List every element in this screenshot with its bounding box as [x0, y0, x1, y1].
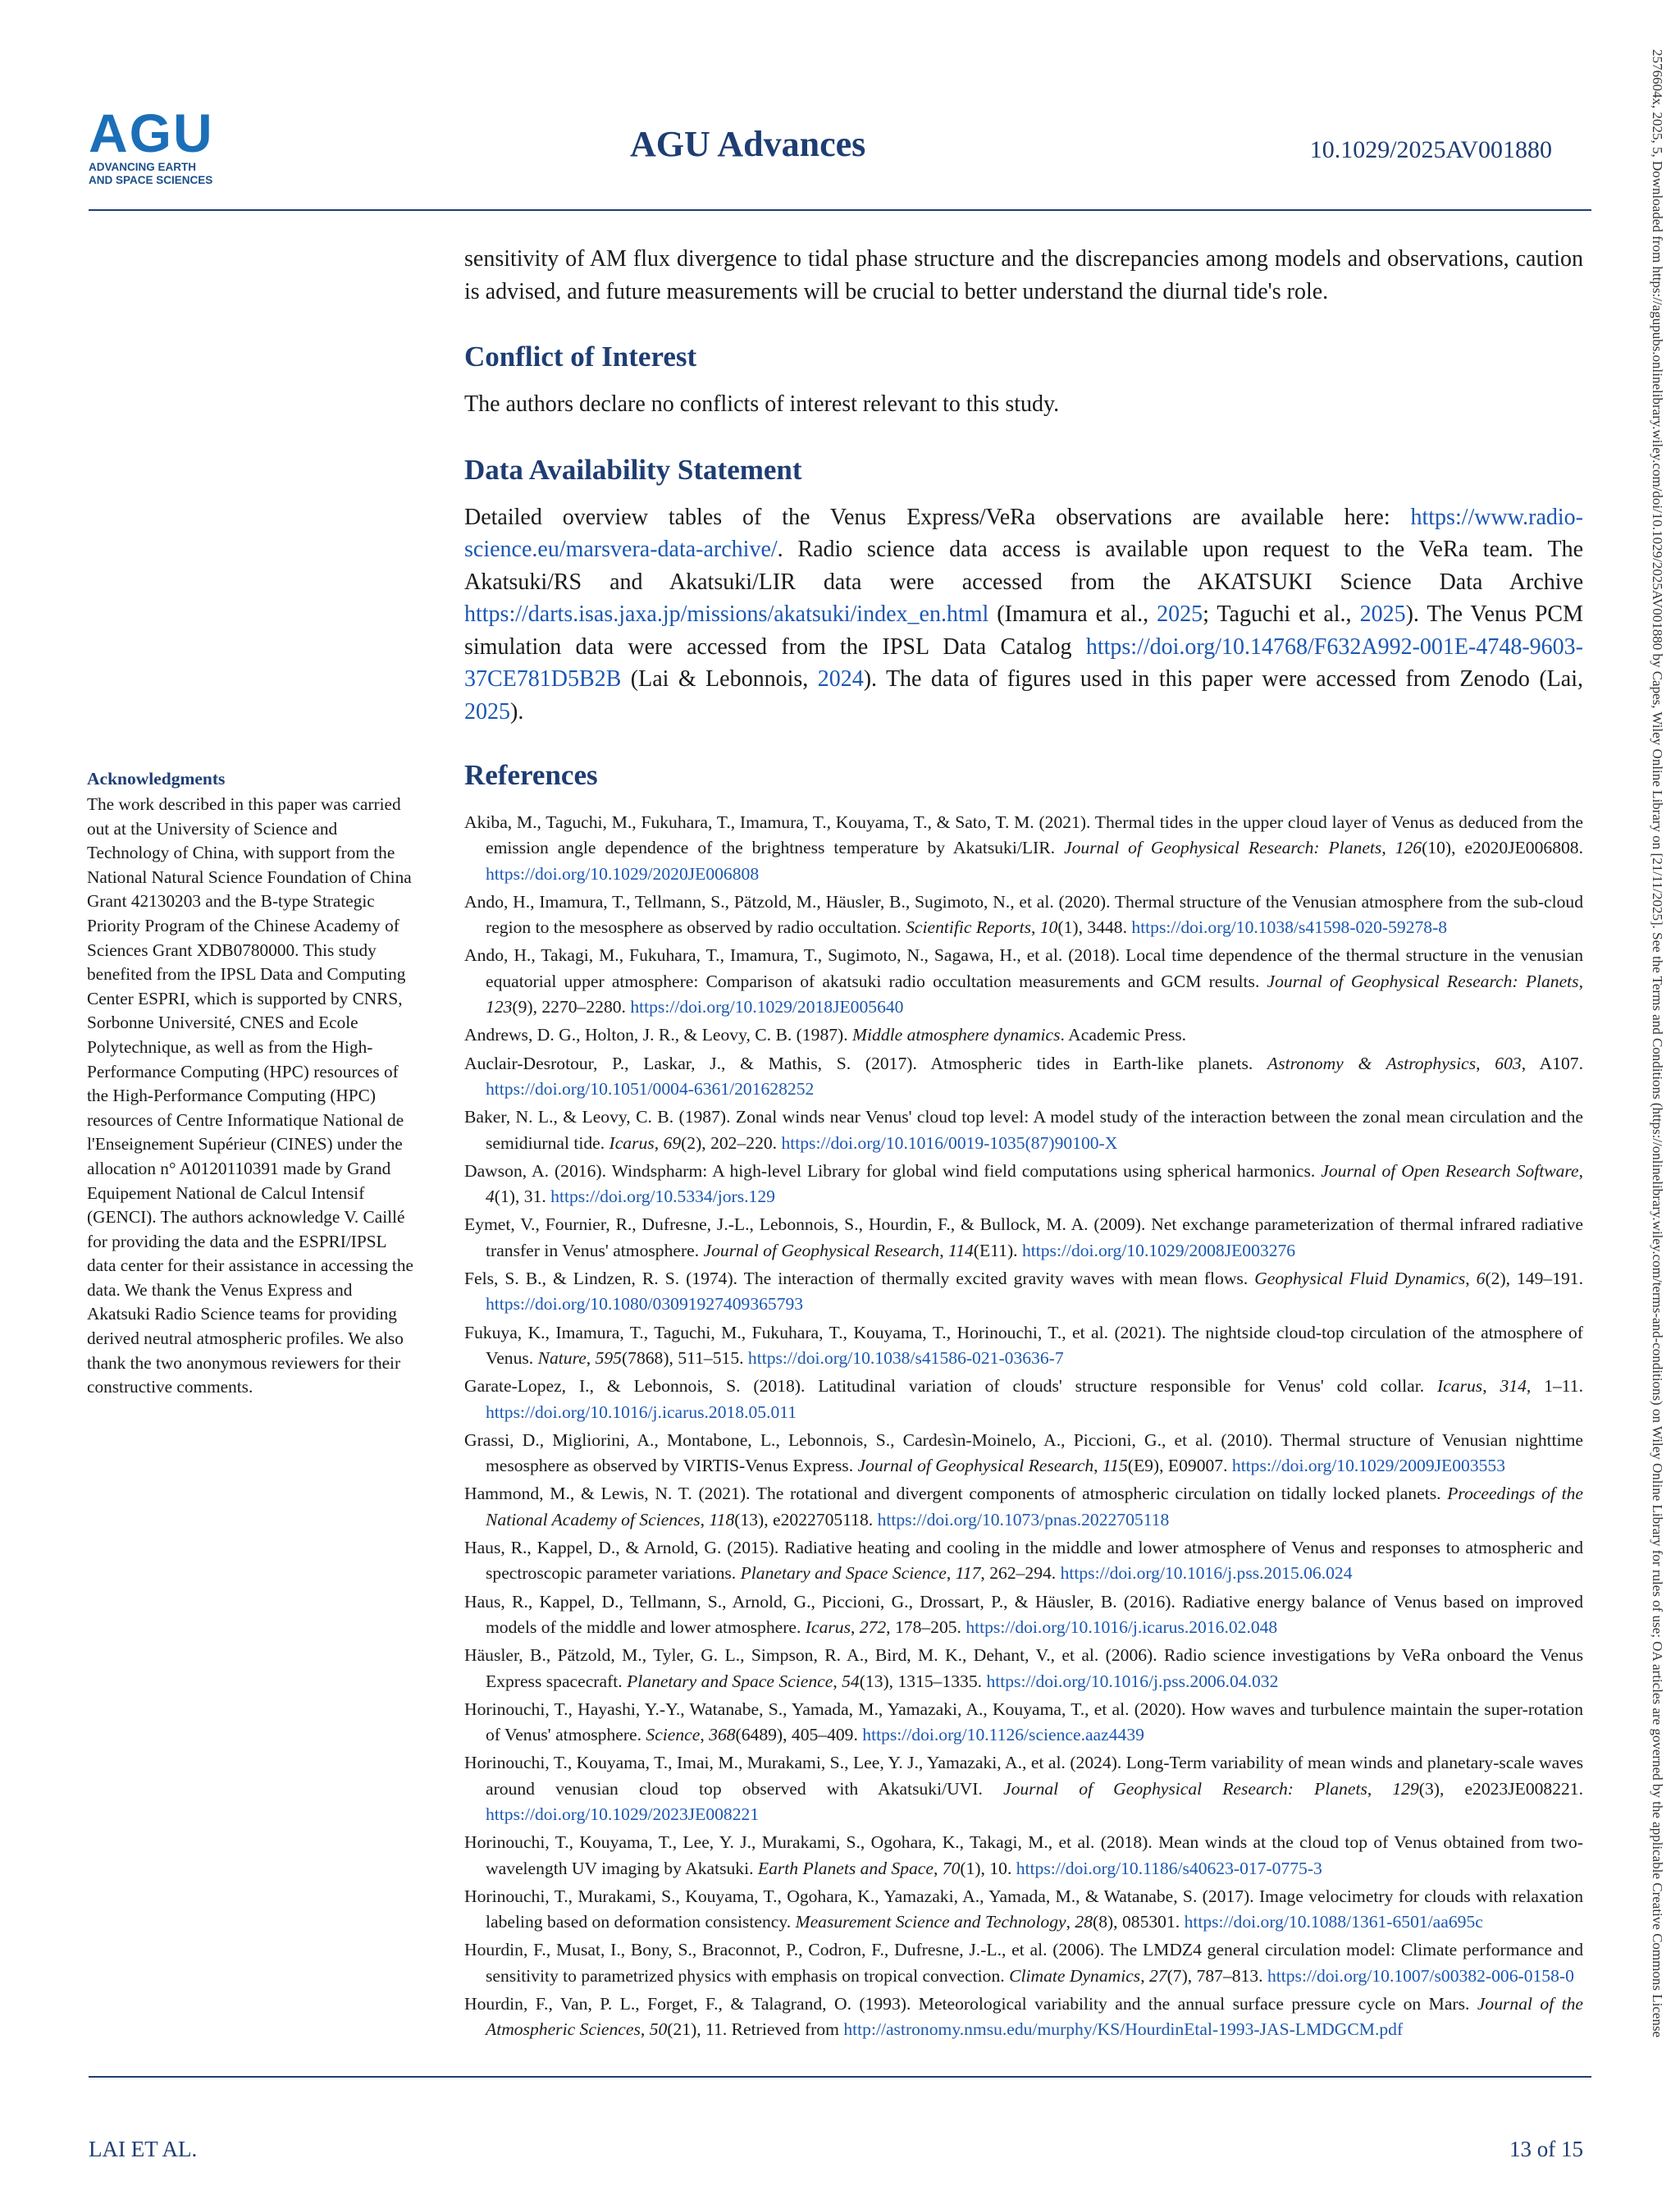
reference-journal: Planetary and Space Science — [740, 1563, 947, 1584]
reference-doi-link[interactable]: https://doi.org/10.1016/j.pss.2006.04.032 — [986, 1671, 1279, 1691]
reference-journal: Astronomy & Astrophysics — [1267, 1053, 1477, 1073]
reference-item — [464, 1104, 1583, 1156]
header-doi: 10.1029/2025AV001880 — [1309, 136, 1552, 163]
reference-journal: Earth Planets and Space — [757, 1858, 934, 1878]
reference-doi-link[interactable]: https://doi.org/10.1038/s41586-021-03636-7 — [747, 1347, 1064, 1368]
reference-item — [464, 1937, 1583, 1989]
footer-authors: LAI ET AL. — [89, 2137, 198, 2161]
references-heading: References — [464, 759, 598, 791]
reference-item — [464, 1750, 1583, 1827]
reference-volume: 50 — [649, 2019, 668, 2040]
reference-item — [464, 1320, 1583, 1372]
reference-journal: Journal of Geophysical Research — [857, 1456, 1094, 1476]
reference-details: (13), 1315–1335. — [859, 1671, 987, 1691]
reference-volume: 126 — [1395, 838, 1422, 858]
data-availability-text — [464, 501, 1583, 729]
reference-item — [464, 1374, 1583, 1425]
reference-text: Eymet, V., Fournier, R., Dufresne, J.-L., Lebonnois, S., Hourdin, F., & Bullock, M. A. (2009). Net exchange parameterization of thermal infrared radiative transfer in Venus' atmosphere. — [464, 1214, 1583, 1260]
reference-separator: , — [1093, 1456, 1102, 1476]
conflict-text: The authors declare no conflicts of interest relevant to this study. — [464, 391, 1060, 417]
reference-text: Akiba, M., Taguchi, M., Fukuhara, T., Imamura, T., Kouyama, T., & Sato, T. M. (2021). Thermal tides in the upper cloud layer of Venus as deduced from the emission angle dependence of the brightness temperature by Akatsuki/LIR. — [464, 812, 1583, 858]
reference-text: Dawson, A. (2016). Windspharm: A high-level Library for global wind field computations using spherical harmonics. — [464, 1160, 1322, 1181]
reference-item — [464, 1212, 1583, 1264]
reference-text: Horinouchi, T., Kouyama, T., Lee, Y. J., Murakami, S., Ogohara, K., Takagi, M., et al. (2018). Mean winds at the cloud top of Venus obtained from two-wavelength UV imaging by Akatsuki. — [464, 1832, 1583, 1878]
reference-item — [464, 1022, 1583, 1048]
reference-item — [464, 1535, 1583, 1587]
reference-text: Haus, R., Kappel, D., Tellmann, S., Arnold, G., Piccioni, G., Drossart, P., & Häusler, B. (2016). Radiative energy balance of Venus based on improved models of the middle and lower atmosphere. — [464, 1591, 1583, 1637]
reference-doi-link[interactable]: https://doi.org/10.1016/j.icarus.2018.05.011 — [486, 1402, 797, 1422]
reference-item — [464, 1643, 1583, 1694]
das-text-3: (Imamura et al., — [988, 601, 1157, 627]
reference-doi-link[interactable]: https://doi.org/10.1088/1361-6501/aa695c — [1184, 1912, 1483, 1932]
reference-separator: , — [1482, 1376, 1500, 1397]
reference-details: (2), 149–191. — [1485, 1269, 1583, 1289]
reference-doi-link[interactable]: https://doi.org/10.1029/2023JE008221 — [486, 1804, 760, 1824]
reference-volume: 28 — [1075, 1912, 1093, 1932]
logo-tagline-2: AND SPACE SCIENCES — [89, 174, 213, 186]
reference-volume: 114 — [948, 1240, 974, 1260]
reference-volume: 6 — [1476, 1269, 1486, 1289]
reference-separator: , — [1381, 838, 1395, 858]
reference-separator: , — [850, 1616, 860, 1637]
logo-tagline-1: ADVANCING EARTH — [89, 161, 196, 173]
vera-archive-link[interactable]: https://www.radio-science.eu/marsvera-data-archive/ — [464, 504, 1583, 562]
reference-details: (3), e2023JE008221. — [1418, 1778, 1584, 1799]
reference-item — [464, 1481, 1583, 1533]
intro-paragraph: sensitivity of AM flux divergence to tidal phase structure and the discrepancies among models and observations, caution is advised, and future measurements will be crucial to better understand the diurnal tide's role. — [464, 246, 1583, 304]
reference-text: Haus, R., Kappel, D., & Arnold, G. (2015). Radiative heating and cooling in the middle and lower atmosphere of Venus and responses to atmospheric and spectroscopic parameter variations. — [464, 1538, 1583, 1584]
reference-doi-link[interactable]: https://doi.org/10.1016/j.icarus.2016.02.048 — [966, 1616, 1278, 1637]
reference-details: (2), 202–220. — [681, 1132, 782, 1153]
reference-details: (1), 3448. — [1057, 917, 1132, 938]
reference-item — [464, 1830, 1583, 1882]
reference-separator: , — [1578, 1160, 1583, 1181]
reference-item — [464, 1159, 1583, 1210]
citation-lai-lebonnois-2024[interactable]: 2024 — [817, 666, 864, 692]
reference-doi-link[interactable]: https://doi.org/10.1029/2020JE006808 — [486, 863, 760, 884]
conflict-heading: Conflict of Interest — [464, 341, 697, 373]
acknowledgments — [87, 769, 418, 1400]
reference-doi-link[interactable]: https://doi.org/10.1186/s40623-017-0775-3 — [1016, 1858, 1322, 1878]
footer-page-number: 13 of 15 — [1509, 2137, 1583, 2161]
reference-details: (7), 787–813. — [1166, 1965, 1267, 1986]
citation-lai-2025[interactable]: 2025 — [464, 698, 510, 725]
reference-doi-link[interactable]: https://doi.org/10.1029/2008JE003276 — [1021, 1240, 1296, 1260]
reference-item — [464, 1697, 1583, 1749]
reference-separator: , — [939, 1240, 948, 1260]
reference-journal: Journal of Open Research Software — [1321, 1160, 1579, 1181]
reference-text: Hourdin, F., Musat, I., Bony, S., Braconnot, P., Codron, F., Dufresne, J.-L., et al. (2006). The LMDZ4 general circulation model: Climate performance and sensitivity to parametrized physics with emphasis on tropical convection. — [464, 1940, 1583, 1986]
reference-item — [464, 1266, 1583, 1318]
reference-text: Baker, N. L., & Leovy, C. B. (1987). Zonal winds near Venus' cloud top level: A model study of the interaction between the zonal mean circulation and the semidiurnal tide. — [464, 1107, 1583, 1153]
reference-separator: , — [640, 2019, 650, 2040]
reference-separator: , — [586, 1347, 596, 1368]
reference-volume: 368 — [709, 1725, 736, 1745]
reference-item — [464, 1991, 1583, 2043]
reference-separator: , — [1476, 1053, 1495, 1073]
reference-details: (E11). — [973, 1240, 1022, 1260]
reference-text: Fels, S. B., & Lindzen, R. S. (1974). The interaction of thermally excited gravity waves with mean flows. — [464, 1269, 1255, 1289]
reference-doi-link[interactable]: http://astronomy.nmsu.edu/murphy/KS/HourdinEtal-1993-JAS-LMDGCM.pdf — [843, 2019, 1404, 2040]
references-list — [464, 810, 1583, 2043]
reference-journal: Measurement Science and Technology — [795, 1912, 1066, 1932]
logo-word: AGU — [89, 103, 214, 163]
acknowledgments-title: Acknowledgments — [87, 769, 226, 789]
reference-journal: Journal of the Atmospheric Sciences — [486, 1994, 1583, 2040]
reference-volume: 69 — [663, 1132, 682, 1153]
das-text-2: . Radio science data access is available upon request to the VeRa team. The Akatsuki/RS and Akatsuki/LIR data were accessed from the AKATSUKI Science Data Archive — [464, 537, 1583, 595]
das-text-6: (Lai & Lebonnois, — [621, 666, 818, 692]
reference-text: Garate-Lopez, I., & Lebonnois, S. (2018). Latitudinal variation of clouds' structure responsible for Venus' cold collar. — [464, 1376, 1438, 1397]
data-availability-heading: Data Availability Statement — [464, 453, 802, 486]
reference-volume: 272 — [859, 1616, 887, 1637]
reference-journal: Icarus — [805, 1616, 851, 1637]
reference-item — [464, 810, 1583, 887]
citation-imamura-2025[interactable]: 2025 — [1157, 601, 1203, 627]
reference-separator: , — [700, 1509, 710, 1530]
reference-journal: Proceedings of the National Academy of Sciences — [486, 1484, 1583, 1530]
footer-rule — [89, 2076, 1591, 2078]
reference-journal: Journal of Geophysical Research: Planets — [1064, 838, 1382, 858]
reference-volume: 314 — [1500, 1376, 1527, 1397]
download-side-note — [1646, 49, 1670, 2150]
das-text-4: ; Taguchi et al., — [1203, 601, 1360, 627]
reference-doi-link[interactable]: https://doi.org/10.5334/jors.129 — [550, 1187, 775, 1207]
reference-separator: , — [1367, 1778, 1393, 1799]
das-text-5: ). The Venus PCM simulation data were accessed from the IPSL Data Catalog — [464, 601, 1583, 660]
reference-doi-link[interactable]: https://doi.org/10.1016/0019-1035(87)90100-X — [781, 1132, 1118, 1153]
reference-details: (7868), 511–515. — [621, 1347, 748, 1368]
reference-separator: , — [833, 1671, 842, 1691]
akatsuki-archive-link[interactable]: https://darts.isas.jaxa.jp/missions/akatsuki/index_en.html — [464, 601, 989, 627]
reference-item — [464, 1589, 1583, 1641]
reference-volume: 27 — [1149, 1965, 1167, 1986]
reference-text: Häusler, B., Pätzold, M., Tyler, G. L., Simpson, R. A., Bird, M. K., Dehant, V., et al. (2006). Radio science investigations by VeRa onboard the Venus Express spacecraft. — [464, 1645, 1583, 1691]
reference-details: , 1–11. — [1526, 1376, 1583, 1397]
reference-journal: Science — [646, 1725, 701, 1745]
reference-volume: 118 — [709, 1509, 735, 1530]
reference-text: Horinouchi, T., Murakami, S., Kouyama, T., Ogohara, K., Yamazaki, A., Yamada, M., & Watanabe, S. (2017). Image velocimetry for clouds with relaxation labeling based on deformation consistency. — [464, 1886, 1583, 1932]
reference-details: . Academic Press. — [1060, 1025, 1187, 1045]
reference-journal: Icarus — [609, 1132, 655, 1153]
reference-doi-link[interactable]: https://doi.org/10.1038/s41598-020-59278-8 — [1131, 917, 1448, 938]
das-text-1: Detailed overview tables of the Venus Express/VeRa observations are available here: — [464, 504, 1411, 530]
reference-item — [464, 1884, 1583, 1936]
reference-text: Horinouchi, T., Kouyama, T., Imai, M., Murakami, S., Lee, Y. J., Yamazaki, A., et al. (2024). Long-Term variability of mean winds and planetary-scale waves around venusian cloud top observed with Akatsuki/UVI. — [464, 1753, 1583, 1799]
reference-doi-link[interactable]: https://doi.org/10.1080/03091927409365793 — [486, 1294, 804, 1315]
reference-volume: 10 — [1039, 917, 1058, 938]
main-column — [464, 243, 1583, 2046]
reference-journal: Climate Dynamics — [1009, 1965, 1141, 1986]
reference-separator: , — [1578, 971, 1583, 991]
reference-details: (6489), 405–409. — [735, 1725, 863, 1745]
reference-journal: Geophysical Fluid Dynamics — [1254, 1269, 1466, 1289]
das-text-8: ). — [510, 698, 524, 725]
reference-journal: Journal of Geophysical Research: Planets — [1002, 1778, 1367, 1799]
reference-separator: , — [946, 1563, 956, 1584]
reference-doi-link[interactable]: https://doi.org/10.1007/s00382-006-0158-0 — [1267, 1965, 1574, 1986]
reference-details: , 178–205. — [886, 1616, 966, 1637]
reference-volume: 595 — [595, 1347, 622, 1368]
reference-doi-link[interactable]: https://doi.org/10.1051/0004-6361/201628252 — [486, 1078, 815, 1099]
reference-volume: 123 — [486, 997, 513, 1017]
reference-journal: Journal of Geophysical Research: Planets — [1267, 971, 1579, 991]
header-rule — [89, 209, 1591, 211]
reference-doi-link[interactable]: https://doi.org/10.1029/2018JE005640 — [630, 997, 904, 1017]
reference-separator: , — [1031, 917, 1040, 938]
reference-volume: 70 — [942, 1858, 961, 1878]
reference-text: Fukuya, K., Imamura, T., Taguchi, M., Fukuhara, T., Kouyama, T., Horinouchi, T., et al. (2021). The nightside cloud-top circulation of the atmosphere of Venus. — [464, 1322, 1583, 1368]
reference-details: (1), 31. — [494, 1187, 551, 1207]
reference-text: Horinouchi, T., Hayashi, Y.-Y., Watanabe, S., Yamada, M., Yamazaki, A., Kouyama, T., et al. (2020). How waves and turbulence maintain the super-rotation of Venus' atmosphere. — [464, 1699, 1583, 1745]
reference-separator: , — [1465, 1269, 1477, 1289]
reference-details: , 262–294. — [980, 1563, 1061, 1584]
reference-text: Ando, H., Takagi, M., Fukuhara, T., Imamura, T., Sugimoto, N., Sagawa, H., et al. (2018). Local time dependence of the thermal structure in the venusian equatorial upper atmosphere: Comparison of akatsuki radio occultation measurements and GCM results. — [464, 945, 1583, 991]
agu-logo — [89, 103, 244, 187]
reference-details: (E9), E09007. — [1127, 1456, 1232, 1476]
reference-volume: 603 — [1495, 1053, 1522, 1073]
reference-text: Ando, H., Imamura, T., Tellmann, S., Pätzold, M., Häusler, B., Sugimoto, N., et al. (2020). Thermal structure of the Venusian atmosphere from the sub-cloud region to the mesosphere as observed by radio occultation. — [464, 891, 1583, 938]
reference-journal: Nature — [537, 1347, 587, 1368]
reference-item — [464, 943, 1583, 1020]
reference-separator: , — [654, 1132, 664, 1153]
reference-doi-link[interactable]: https://doi.org/10.1029/2009JE003553 — [1231, 1456, 1506, 1476]
reference-separator: , — [1066, 1912, 1075, 1932]
reference-details: (21), 11. Retrieved from — [667, 2019, 844, 2040]
reference-journal: Scientific Reports — [906, 917, 1032, 938]
das-text-7: ). The data of figures used in this paper were accessed from Zenodo (Lai, — [863, 666, 1583, 692]
reference-details: (9), 2270–2280. — [512, 997, 631, 1017]
reference-doi-link[interactable]: https://doi.org/10.1073/pnas.2022705118 — [877, 1509, 1170, 1530]
reference-separator: , — [933, 1858, 943, 1878]
reference-text: Auclair-Desrotour, P., Laskar, J., & Mathis, S. (2017). Atmospheric tides in Earth-like planets. — [464, 1053, 1267, 1073]
reference-details: (1), 10. — [960, 1858, 1016, 1878]
reference-volume: 129 — [1392, 1778, 1419, 1799]
reference-item — [464, 889, 1583, 941]
reference-separator: , — [700, 1725, 710, 1745]
reference-text: Andrews, D. G., Holton, J. R., & Leovy, C. B. (1987). — [464, 1025, 853, 1045]
reference-doi-link[interactable]: https://doi.org/10.1126/science.aaz4439 — [862, 1725, 1144, 1745]
reference-item — [464, 1051, 1583, 1103]
reference-details: (10), e2020JE006808. — [1422, 838, 1583, 858]
reference-text: Hourdin, F., Van, P. L., Forget, F., & Talagrand, O. (1993). Meteorological variability and the annual surface pressure cycle on Mars. — [464, 1994, 1477, 2014]
citation-taguchi-2025[interactable]: 2025 — [1359, 601, 1406, 627]
journal-title: AGU Advances — [630, 124, 866, 164]
reference-text: Grassi, D., Migliorini, A., Montabone, L., Lebonnois, S., Cardesìn-Moinelo, A., Piccioni, G., et al. (2010). Thermal structure of Venusian nighttime mesosphere as observed by VIRTIS-Venus Express. — [464, 1429, 1583, 1476]
acknowledgments-text: The work described in this paper was carried out at the University of Science and Technology of China, with support from the National Natural Science Foundation of China Grant 42130203 and the B-type Strategic Priority Program of the Chinese Academy of Sciences Grant XDB0780000. This study benefited from the IPSL Data and Computing Center ESPRI, which is supported by CNRS, Sorbonne Université, CNES and Ecole Polytechnique, as well as from the High-Performance Computing (HPC) resources of the High-Performance Computing (HPC) resources of Centre Informatique National de l'Enseignement Supérieur (CINES) under the allocation n° A0120110391 made by Grand Equipement National de Calcul Intensif (GENCI). The authors acknowledge V. Caillé for providing the data and the ESPRI/IPSL data center for their assistance in accessing the data. We thank the Venus Express and Akatsuki Radio Science teams for providing derived neutral atmospheric profiles. We also thank the two anonymous reviewers for their constructive comments. — [87, 794, 413, 1397]
reference-separator: , — [1140, 1965, 1150, 1986]
reference-doi-link[interactable]: https://doi.org/10.1016/j.pss.2015.06.024 — [1060, 1563, 1353, 1584]
reference-journal: Middle atmosphere dynamics — [852, 1025, 1061, 1045]
reference-details: (8), 085301. — [1093, 1912, 1185, 1932]
reference-text: Hammond, M., & Lewis, N. T. (2021). The rotational and divergent components of atmospheric circulation on tidally locked planets. — [464, 1484, 1448, 1504]
reference-journal: Planetary and Space Science — [627, 1671, 833, 1691]
reference-details: , A107. — [1521, 1053, 1583, 1073]
side-note-text: 2576604x, 2025, 5, Downloaded from https://agupubs.onlinelibrary.wiley.com/doi/10.1029/2025AV001880 by Capes, Wiley Online Library on [21/11/2025]. See the Terms and Conditions (https://onlinelibrary.wiley.com/terms-and-conditions) on Wiley Online Library for rules of use; OA articles are governed by the applicable Creative Commons License — [1650, 49, 1665, 2038]
reference-volume: 4 — [486, 1187, 495, 1207]
reference-journal: Icarus — [1437, 1376, 1483, 1397]
reference-volume: 54 — [842, 1671, 860, 1691]
reference-item — [464, 1428, 1583, 1479]
reference-details: (13), e2022705118. — [734, 1509, 878, 1530]
reference-journal: Journal of Geophysical Research — [703, 1240, 940, 1260]
reference-volume: 117 — [955, 1563, 981, 1584]
reference-volume: 115 — [1102, 1456, 1128, 1476]
ipsl-catalog-link[interactable]: https://doi.org/10.14768/F632A992-001E-4748-9603-37CE781D5B2B — [464, 633, 1583, 692]
